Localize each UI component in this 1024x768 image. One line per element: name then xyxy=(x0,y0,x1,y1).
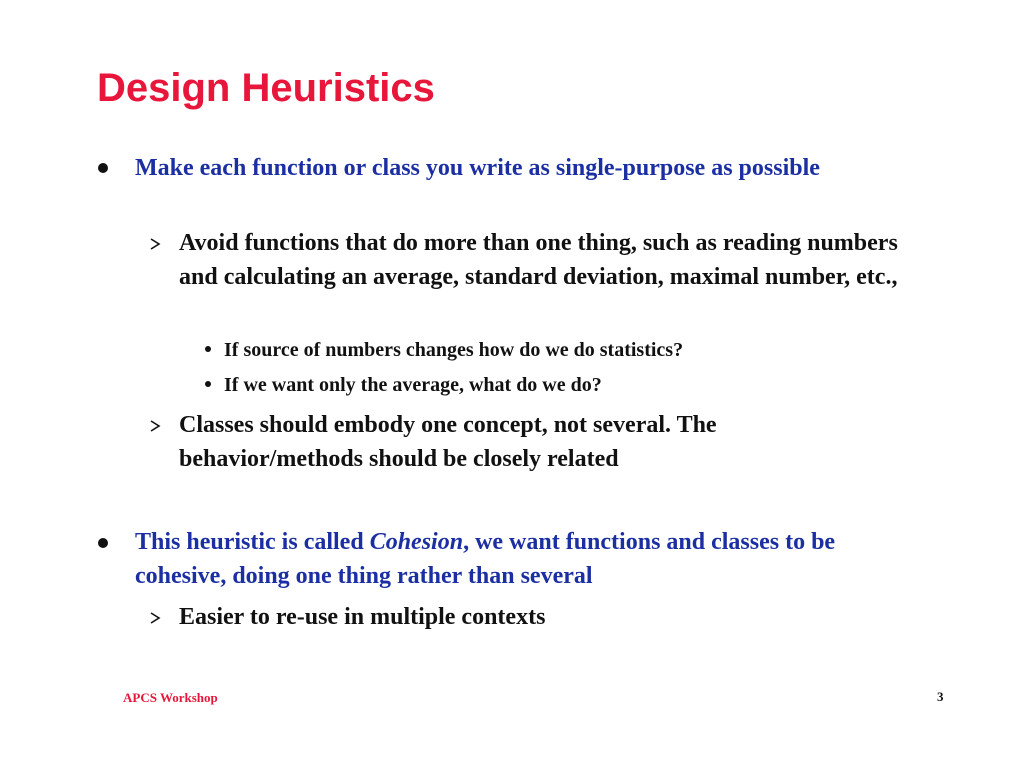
bullet-dot-icon xyxy=(98,538,108,548)
slide-title: Design Heuristics xyxy=(97,66,435,110)
subsubbullet-source-changes: If source of numbers changes how do we do statistics? xyxy=(224,339,684,361)
footer-workshop-name: APCS Workshop xyxy=(123,690,218,705)
small-dot-bullet-icon xyxy=(205,346,211,352)
small-dot-bullet-icon xyxy=(205,381,211,387)
subsubbullet-only-average: If we want only the average, what do we do? xyxy=(224,374,602,396)
subbullet-classes-concept: Classes should embody one concept, not several. The behavior/methods should be closely related xyxy=(179,412,717,472)
arrowhead-bullet-icon xyxy=(148,237,162,251)
cohesion-text-before: This heuristic is called xyxy=(135,529,370,555)
cohesion-text-after: , we want functions and classes to be cohesive, doing one thing rather than several xyxy=(135,529,836,589)
bullet-dot-icon xyxy=(98,163,108,173)
arrowhead-bullet-icon xyxy=(148,611,162,625)
page-number: 3 xyxy=(937,689,944,704)
cohesion-term: Cohesion xyxy=(369,529,464,555)
bullet-cohesion xyxy=(135,525,915,593)
bullet-single-purpose: Make each function or class you write as single-purpose as possible xyxy=(135,155,820,181)
subbullet-avoid-functions: Avoid functions that do more than one thing, such as reading numbers and calculating an average, standard deviation, maximal number, etc., xyxy=(179,230,898,290)
subbullet-reuse: Easier to re-use in multiple contexts xyxy=(179,604,546,630)
arrowhead-bullet-icon xyxy=(148,419,162,433)
